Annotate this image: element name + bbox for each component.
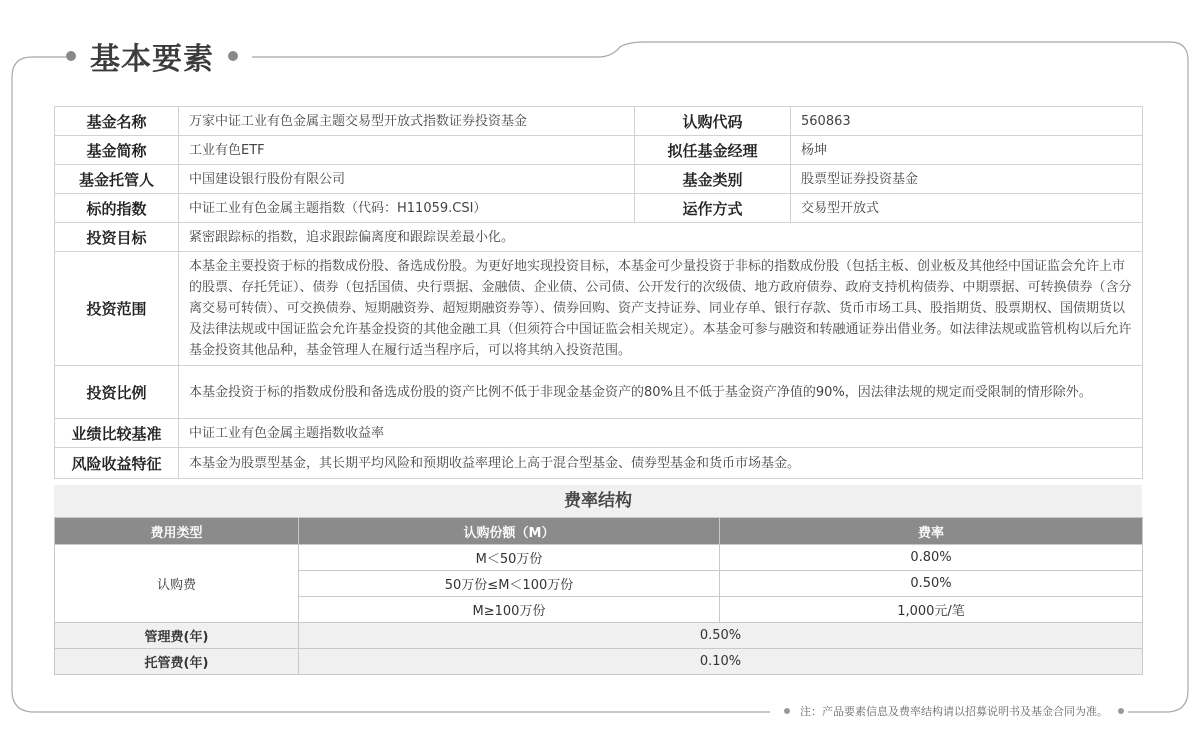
custodian-label: 基金托管人 [55, 165, 179, 194]
index-label: 标的指数 [55, 194, 179, 223]
tier-rate: 0.80% [720, 545, 1143, 571]
table-row [55, 419, 1143, 448]
column-header: 认购份额（M） [299, 518, 720, 545]
table-row [55, 649, 1143, 675]
tier-amount: M≥100万份 [299, 597, 720, 623]
fund-name-value: 万家中证工业有色金属主题交易型开放式指数证券投资基金 [179, 107, 635, 136]
table-row [55, 448, 1143, 479]
table-row [55, 545, 1143, 571]
tier-rate: 1,000元/笔 [720, 597, 1143, 623]
column-header: 费率 [720, 518, 1143, 545]
short-name-label: 基金简称 [55, 136, 179, 165]
bullet-icon [228, 51, 238, 61]
fee-structure-title: 费率结构 [54, 485, 1142, 517]
footnote-text: 注：产品要素信息及费率结构请以招募说明书及基金合同为准。 [800, 705, 1108, 718]
objective-label: 投资目标 [55, 223, 179, 252]
manager-label: 拟任基金经理 [635, 136, 791, 165]
tier-rate: 0.50% [720, 571, 1143, 597]
fund-name-label: 基金名称 [55, 107, 179, 136]
operation-value: 交易型开放式 [791, 194, 1143, 223]
column-header: 费用类型 [55, 518, 299, 545]
index-value: 中证工业有色金属主题指数（代码：H11059.CSI） [179, 194, 635, 223]
table-row [55, 366, 1143, 419]
table-row [55, 136, 1143, 165]
table-row [55, 107, 1143, 136]
table-row [55, 252, 1143, 366]
management-fee-label: 管理费(年) [55, 623, 299, 649]
tier-amount: 50万份≤M＜100万份 [299, 571, 720, 597]
objective-value: 紧密跟踪标的指数，追求跟踪偏离度和跟踪误差最小化。 [179, 223, 1143, 252]
tier-amount: M＜50万份 [299, 545, 720, 571]
table-row [55, 165, 1143, 194]
table-row [55, 623, 1143, 649]
custodian-value: 中国建设银行股份有限公司 [179, 165, 635, 194]
scope-value: 本基金主要投资于标的指数成份股、备选成份股。为更好地实现投资目标，本基金可少量投资于非标的指数成份股（包括主板、创业板及其他经中国证监会允许上市的股票、存托凭证）、债券（包括国债、央行票据、金融债、企业债、公司债、公开发行的次级债、地方政府债券、政府支持机构债券、中期票据、可转换债券（含分离交易可转债）、可交换债券、短期融资券、超短期融资券等）、债券回购、资产支持证券、同业存单、银行存款、货币市场工具、股指期货、股票期权、国债期货以及法律法规或中国证监会允许基金投资的其他金融工具（但须符合中国证监会相关规定）。本基金可参与融资和转融通证券出借业务。如法律法规或监管机构以后允许基金投资其他品种，基金管理人在履行适当程序后，可以将其纳入投资范围。 [179, 252, 1143, 366]
fund-type-value: 股票型证券投资基金 [791, 165, 1143, 194]
sub-code-value: 560863 [791, 107, 1143, 136]
benchmark-value: 中证工业有色金属主题指数收益率 [179, 419, 1143, 448]
fund-type-label: 基金类别 [635, 165, 791, 194]
table-row [55, 223, 1143, 252]
operation-label: 运作方式 [635, 194, 791, 223]
custody-fee-label: 托管费(年) [55, 649, 299, 675]
ratio-value: 本基金投资于标的指数成份股和备选成份股的资产比例不低于非现金基金资产的80%且不低于基金资产净值的90%，因法律法规的规定而受限制的情形除外。 [179, 366, 1143, 419]
sub-code-label: 认购代码 [635, 107, 791, 136]
basic-info-table [54, 106, 1143, 479]
custody-fee-rate: 0.10% [299, 649, 1143, 675]
page-title: 基本要素 [90, 42, 214, 77]
benchmark-label: 业绩比较基准 [55, 419, 179, 448]
risk-label: 风险收益特征 [55, 448, 179, 479]
management-fee-rate: 0.50% [299, 623, 1143, 649]
manager-value: 杨坤 [791, 136, 1143, 165]
section-header [66, 34, 238, 78]
bullet-icon [784, 708, 790, 714]
bullet-icon [1118, 708, 1124, 714]
table-row [55, 194, 1143, 223]
short-name-value: 工业有色ETF [179, 136, 635, 165]
fee-table [54, 517, 1143, 675]
ratio-label: 投资比例 [55, 366, 179, 419]
fee-header-row [55, 518, 1143, 545]
bullet-icon [66, 51, 76, 61]
risk-value: 本基金为股票型基金，其长期平均风险和预期收益率理论上高于混合型基金、债券型基金和货币市场基金。 [179, 448, 1143, 479]
subscription-fee-label: 认购费 [55, 545, 299, 623]
footnote [774, 702, 1134, 720]
scope-label: 投资范围 [55, 252, 179, 366]
